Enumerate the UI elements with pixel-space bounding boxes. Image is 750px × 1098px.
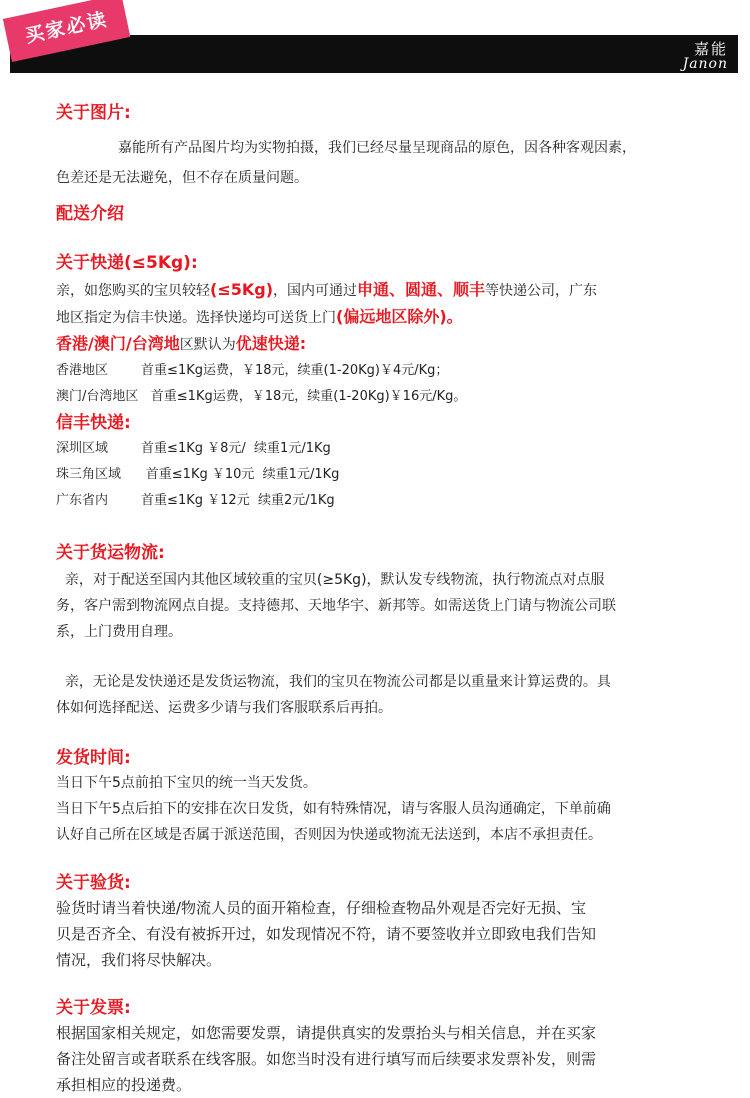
shipping-line: 认好自己所在区域是否属于派送范围，否则因为快递或物流无法送到，本店不承担责任。 — [56, 827, 602, 843]
express-text-d: 地区指定为信丰快递。选择快递均可送货上门 — [56, 310, 336, 326]
invoice-line: 承担相应的投递费。 — [56, 1076, 192, 1094]
inspection-line: 贝是否齐全、有没有被拆开过，如发现情况不符，请不要签收并立即致电我们告知 — [56, 925, 597, 943]
remote-exception: (偏远地区除外)。 — [336, 307, 463, 326]
buyer-notice-badge: 买家必读 — [3, 0, 131, 62]
freight-line: 系，上门费用自理。 — [56, 624, 182, 640]
express-line-2 — [56, 304, 726, 331]
freight-line: 亲，对于配送至国内其他区域较重的宝贝(≥5Kg)，默认发专线物流，执行物流点对点服 — [56, 572, 605, 588]
hk-heading — [56, 331, 726, 358]
express-text-c: 等快递公司，广东 — [485, 283, 598, 299]
xinfeng-heading: 信丰快递: — [56, 413, 131, 433]
invoice-heading: 关于发票: — [56, 998, 131, 1018]
inspection-line: 情况，我们将尽快解决。 — [56, 951, 222, 969]
express-text-b: ，国内可通过 — [273, 283, 358, 299]
rate-row: 香港地区 首重≤1Kg运费，￥18元，续重(1-20Kg)￥4元/Kg； — [56, 363, 449, 378]
shipping-heading: 发货时间: — [56, 748, 131, 768]
photo-line-1: 嘉能所有产品图片均为实物拍摄，我们已经尽量呈现商品的原色，因各种客观因素， — [118, 140, 636, 156]
inspection-line: 验货时请当着快递/物流人员的面开箱检查，仔细检查物品外观是否完好无损、宝 — [56, 899, 587, 917]
courier-names: 申通、圆通、顺丰 — [357, 280, 486, 299]
shipping-line: 当日下午5点后拍下的安排在次日发货，如有特殊情况，请与客服人员沟通确定，下单前确 — [56, 801, 611, 817]
photo-line-2: 色差还是无法避免，但不存在质量问题。 — [56, 170, 308, 186]
delivery-heading: 配送介绍 — [56, 204, 124, 224]
brand-logo — [683, 38, 728, 72]
freight-line: 体如何选择配送、运费多少请与我们客服联系后再拍。 — [56, 700, 392, 716]
rate-row: 澳门/台湾地区 首重≤1Kg运费，￥18元，续重(1-20Kg)￥16元/Kg。 — [56, 389, 467, 404]
notice-content — [56, 92, 726, 1098]
inspection-heading: 关于验货: — [56, 873, 131, 893]
invoice-line: 备注处留言或者联系在线客服。如您当时没有进行填写而后续要求发票补发，则需 — [56, 1050, 597, 1068]
express-text-a: 亲，如您购买的宝贝较轻 — [56, 283, 210, 299]
freight-line: 亲，无论是发快递还是发货运物流，我们的宝贝在物流公司都是以重量来计算运费的。具 — [56, 674, 611, 690]
brand-name-en: Janon — [682, 56, 728, 72]
header-bar — [10, 35, 738, 73]
hk-default-text: 区默认为 — [179, 337, 236, 353]
rate-row: 珠三角区域 首重≤1Kg ￥10元 续重1元/1Kg — [56, 467, 340, 482]
weight-limit: (≤5Kg) — [210, 280, 274, 299]
freight-line: 务，客户需到物流网点自提。支持德邦、天地华宇、新邦等。如需送货上门请与物流公司联 — [56, 598, 616, 614]
express-heading: 关于快递(≤5Kg): — [56, 253, 198, 273]
express-line-1 — [56, 277, 726, 304]
hk-regions: 香港/澳门/台湾地 — [56, 334, 180, 353]
rate-row: 广东省内 首重≤1Kg ￥12元 续重2元/1Kg — [56, 493, 335, 508]
shipping-line: 当日下午5点前拍下宝贝的统一当天发货。 — [56, 775, 317, 791]
photo-heading: 关于图片: — [56, 103, 131, 123]
rate-row: 深圳区域 首重≤1Kg ￥8元/ 续重1元/1Kg — [56, 441, 331, 456]
invoice-line: 根据国家相关规定，如您需要发票，请提供真实的发票抬头与相关信息，并在买家 — [56, 1024, 597, 1042]
fast-express: 优速快递: — [235, 334, 307, 353]
brand-name-cn: 嘉能 — [693, 40, 728, 58]
freight-heading: 关于货运物流: — [56, 543, 165, 563]
